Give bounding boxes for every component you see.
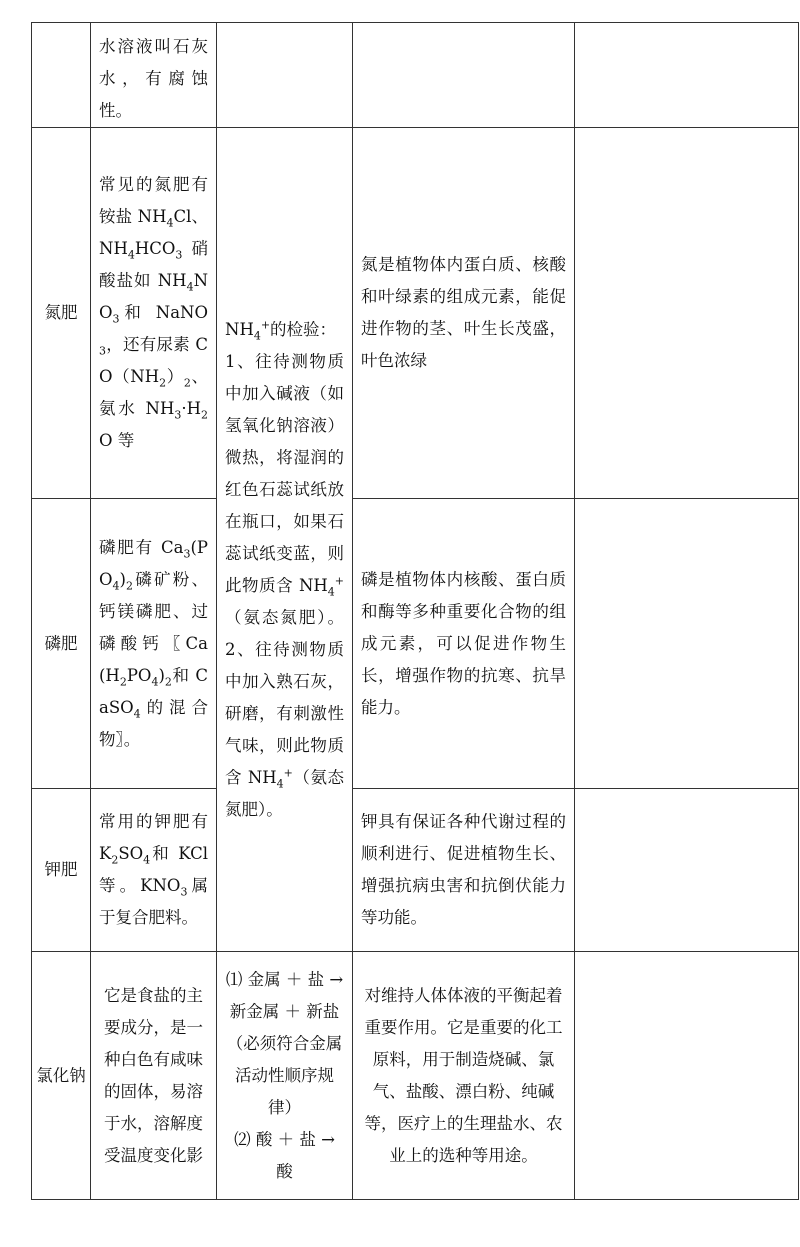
nh4-test-cell: $NH_4^+$的检验： 1、往待测物质中加入碱液（如氢氧化钠溶液）微热，将湿润的红色石蕊试纸放在瓶口，如果石蕊试纸变蓝，则此物质含 $NH_4^+$（氨态氮肥）。2、往待测物质中加入熟石灰，研磨，有刺激性气味，则此物质含 $NH_4^+$（氨态氮肥）。 bbox=[217, 128, 353, 952]
row-extra bbox=[575, 952, 799, 1200]
row-usage: 氮是植物体内蛋白质、核酸和叶绿素的组成元素，能促进作物的茎、叶生长茂盛，叶色浓绿 bbox=[353, 128, 575, 499]
row-name bbox=[32, 23, 91, 128]
row-description: 水溶液叫石灰水，有腐蚀性。 bbox=[91, 23, 217, 128]
row-description: 常用的钾肥有 $K_2SO_4$和 KCl 等。$KNO_3$属于复合肥料。 bbox=[91, 789, 217, 952]
row-description: 它是食盐的主要成分，是一种白色有咸味的固体，易溶于水，溶解度受温度变化影 bbox=[91, 952, 217, 1200]
row-name: 氮肥 bbox=[32, 128, 91, 499]
row-usage: 磷是植物体内核酸、蛋白质和酶等多种重要化合物的组成元素，可以促进作物生长，增强作物的抗寒、抗旱能力。 bbox=[353, 499, 575, 789]
row-usage bbox=[353, 23, 575, 128]
row-name: 钾肥 bbox=[32, 789, 91, 952]
row-description: 常见的氮肥有铵盐 $NH_4Cl$、$NH_4HCO_3$硝酸盐如 $NH_4NO_3$和 NaNO$_3$，还有尿素 $CO(NH_2)_2$、氨水 $NH_3\cdot H_2O$ 等 bbox=[91, 128, 217, 499]
table-row bbox=[32, 23, 799, 128]
fertilizer-table bbox=[31, 22, 799, 1200]
table-row bbox=[32, 499, 799, 789]
table-row bbox=[32, 128, 799, 499]
table-row bbox=[32, 789, 799, 952]
row-extra bbox=[575, 789, 799, 952]
row-usage: 对维持人体体液的平衡起着重要作用。它是重要的化工原料，用于制造烧碱、氯气、盐酸、漂白粉、纯碱等，医疗上的生理盐水、农业上的选种等用途。 bbox=[353, 952, 575, 1200]
row-reaction bbox=[217, 23, 353, 128]
row-name: 磷肥 bbox=[32, 499, 91, 789]
row-extra bbox=[575, 23, 799, 128]
row-extra bbox=[575, 499, 799, 789]
row-name: 氯化钠 bbox=[32, 952, 91, 1200]
row-description: 磷肥有 $Ca_3(PO_4)_2$磷矿粉、钙镁磷肥、过磷酸钙〖Ca $(H_2PO_4)_2$和 CaSO$_4$的混合物〗。 bbox=[91, 499, 217, 789]
row-extra bbox=[575, 128, 799, 499]
row-reaction: ⑴ 金属 ＋ 盐 → 新金属 ＋ 新盐（必须符合金属活动性顺序规律） ⑵ 酸 ＋ 盐 → 酸 bbox=[217, 952, 353, 1200]
table-row bbox=[32, 952, 799, 1200]
row-usage: 钾具有保证各种代谢过程的顺利进行、促进植物生长、增强抗病虫害和抗倒伏能力等功能。 bbox=[353, 789, 575, 952]
